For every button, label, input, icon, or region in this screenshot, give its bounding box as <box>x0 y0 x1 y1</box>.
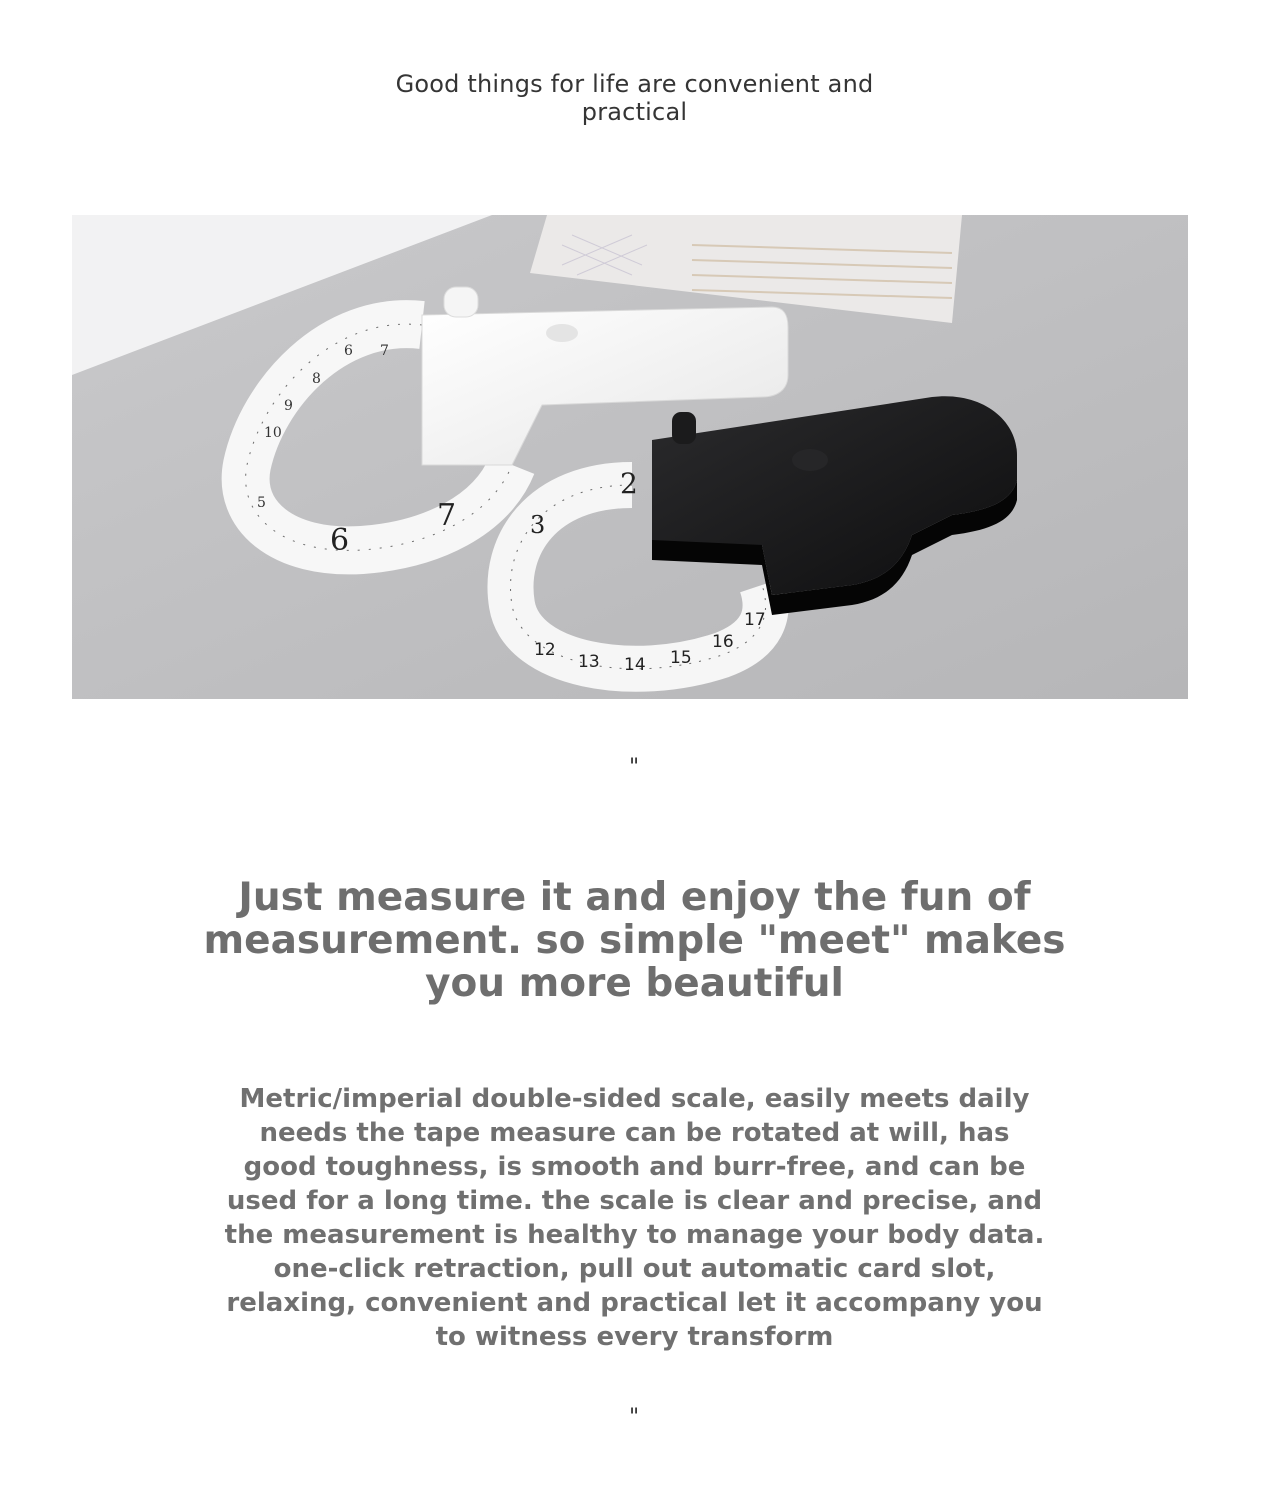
black-release-button <box>792 449 828 471</box>
headline <box>0 876 1269 1005</box>
tape-number: 17 <box>744 610 766 630</box>
tape-number: 15 <box>670 648 692 668</box>
headline-line-2: measurement. so simple "meet" makes <box>203 918 1066 963</box>
quote-mark-top: " <box>628 755 641 780</box>
description-line: Metric/imperial double-sided scale, easily meets daily <box>239 1084 1030 1114</box>
description-line: one-click retraction, pull out automatic card slot, <box>273 1254 996 1284</box>
white-button <box>444 287 478 317</box>
tape-number: 14 <box>624 655 646 675</box>
headline-line-3: you more beautiful <box>425 961 844 1006</box>
tagline-line-1: Good things for life are convenient and <box>395 70 874 98</box>
tape-number: 7 <box>437 498 457 533</box>
tape-number: 6 <box>344 343 353 359</box>
tape-number: 6 <box>330 523 350 558</box>
tape-number: 9 <box>284 398 293 414</box>
tape-number: 16 <box>712 632 734 652</box>
description-line: the measurement is healthy to manage your body data. <box>224 1220 1045 1250</box>
tape-number: 7 <box>380 343 389 359</box>
quote-mark-bottom: " <box>628 1405 641 1430</box>
tape-measure-illustration <box>72 215 1188 699</box>
tape-number: 10 <box>264 425 282 441</box>
product-photo <box>72 215 1188 699</box>
tape-number: 13 <box>578 652 600 672</box>
description-line: to witness every transform <box>435 1322 834 1352</box>
tape-number: 3 <box>530 511 546 539</box>
description-line: relaxing, convenient and practical let it accompany you <box>226 1288 1043 1318</box>
tagline <box>0 70 1269 126</box>
tape-number: 12 <box>534 640 556 660</box>
tagline-line-2: practical <box>581 98 688 126</box>
description-line: good toughness, is smooth and burr-free, and can be <box>243 1152 1026 1182</box>
description-line: used for a long time. the scale is clear and precise, and <box>226 1186 1043 1216</box>
tape-number: 2 <box>620 467 638 500</box>
black-button <box>672 412 696 444</box>
headline-line-1: Just measure it and enjoy the fun of <box>238 875 1031 920</box>
white-release-button <box>546 324 578 342</box>
tape-number: 8 <box>312 371 321 387</box>
description-line: needs the tape measure can be rotated at will, has <box>259 1118 1010 1148</box>
tape-number: 5 <box>257 495 266 511</box>
description <box>0 1082 1269 1354</box>
